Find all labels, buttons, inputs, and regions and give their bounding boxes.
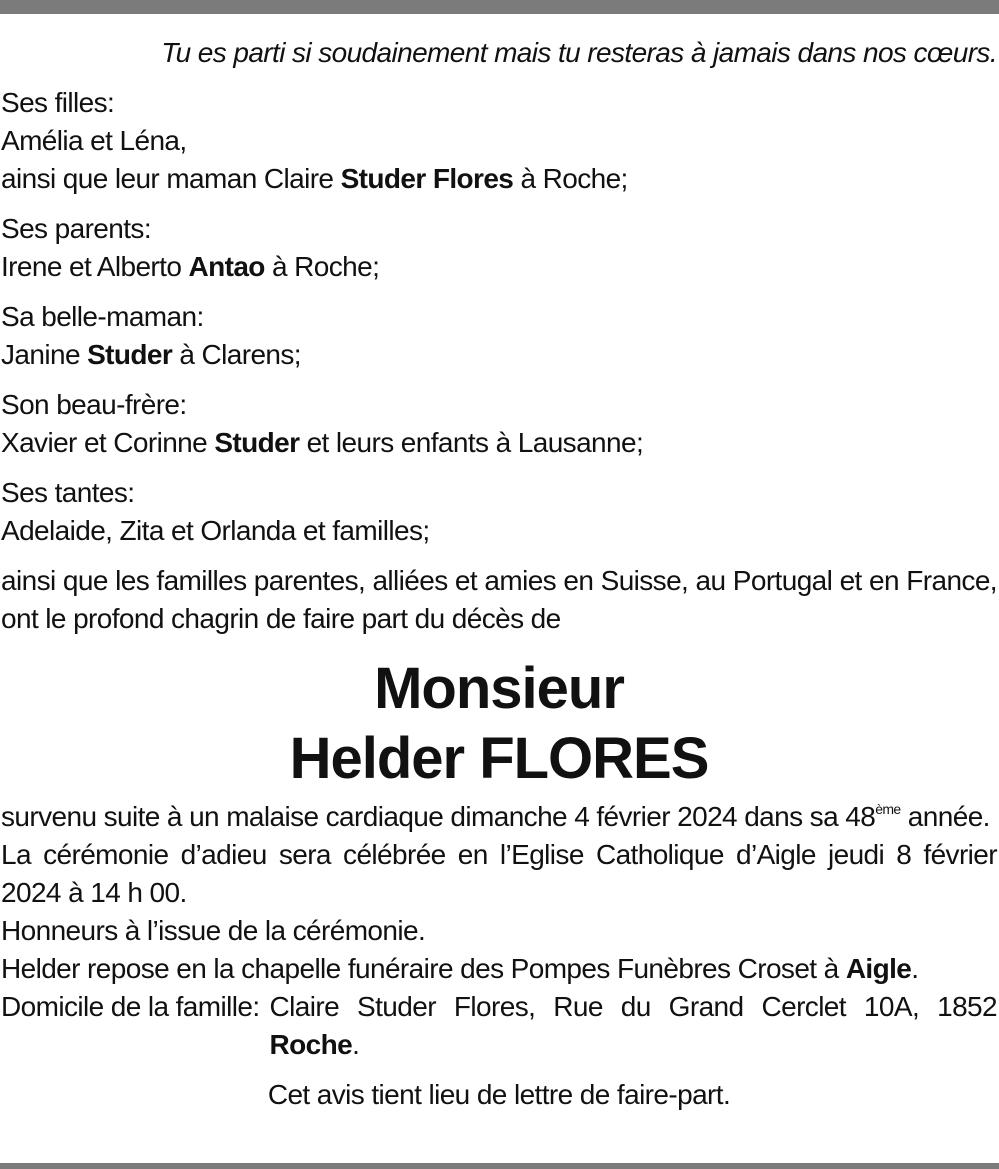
address-value: Claire Studer Flores, Rue du Grand Cerclet 10A, 1852 Roche. xyxy=(269,991,997,1060)
family-address xyxy=(1,988,997,1064)
deceased-name: Helder FLORES xyxy=(289,726,709,791)
ceremony-details: La cérémonie d’adieu sera célébrée en l’Eglise Catholique d’Aigle jeudi 8 février 2024 à 14 h 00. xyxy=(1,839,997,908)
surname: Antao xyxy=(188,251,265,282)
deceased-title: Monsieur xyxy=(374,656,624,721)
mother-in-law-heading: Sa belle-maman: xyxy=(1,301,204,332)
address-label: Domicile de la famille: xyxy=(1,991,260,1022)
deceased-name-block xyxy=(1,654,997,794)
daughters-names: Amélia et Léna, xyxy=(1,125,187,156)
brother-in-law-heading: Son beau-frère: xyxy=(1,389,187,420)
honours-line: Honneurs à l’issue de la cérémonie. xyxy=(1,915,426,946)
parents-heading: Ses parents: xyxy=(1,213,151,244)
daughters-mother: ainsi que leur maman Claire Studer Flores à Roche; xyxy=(1,163,628,194)
bottom-rule xyxy=(0,1163,999,1169)
daughters-group xyxy=(1,84,997,198)
aunts-names: Adelaide, Zita et Orlanda et familles; xyxy=(1,515,430,546)
death-notice xyxy=(1,34,997,1114)
place-name: Roche xyxy=(269,1029,353,1060)
aunts-group xyxy=(1,474,997,550)
brother-in-law-group xyxy=(1,386,997,462)
aunts-heading: Ses tantes: xyxy=(1,477,135,508)
motto: Tu es parti si soudainement mais tu resteras à jamais dans nos cœurs. xyxy=(161,37,997,68)
surname: Studer Flores xyxy=(340,163,514,194)
mother-in-law-name: Janine Studer à Clarens; xyxy=(1,339,301,370)
brother-in-law-names: Xavier et Corinne Studer et leurs enfants à Lausanne; xyxy=(1,427,644,458)
death-details: survenu suite à un malaise cardiaque dimanche 4 février 2024 dans sa 48ème année. xyxy=(1,801,990,832)
ordinal-suffix: ème xyxy=(875,801,901,817)
place-name: Aigle xyxy=(845,953,912,984)
top-rule xyxy=(0,0,999,14)
mother-in-law-group xyxy=(1,298,997,374)
parents-names: Irene et Alberto Antao à Roche; xyxy=(1,251,380,282)
daughters-heading: Ses filles: xyxy=(1,87,115,118)
resting-place: Helder repose en la chapelle funéraire des Pompes Funèbres Croset à Aigle. xyxy=(1,953,919,984)
closing-note: Cet avis tient lieu de lettre de faire-part. xyxy=(267,1079,731,1110)
surname: Studer xyxy=(214,427,300,458)
surname: Studer xyxy=(87,339,173,370)
parents-group xyxy=(1,210,997,286)
intro-paragraph: ainsi que les familles parentes, alliées et amies en Suisse, au Portugal et en France, ont le profond chagrin de faire part du décès de xyxy=(1,565,997,634)
